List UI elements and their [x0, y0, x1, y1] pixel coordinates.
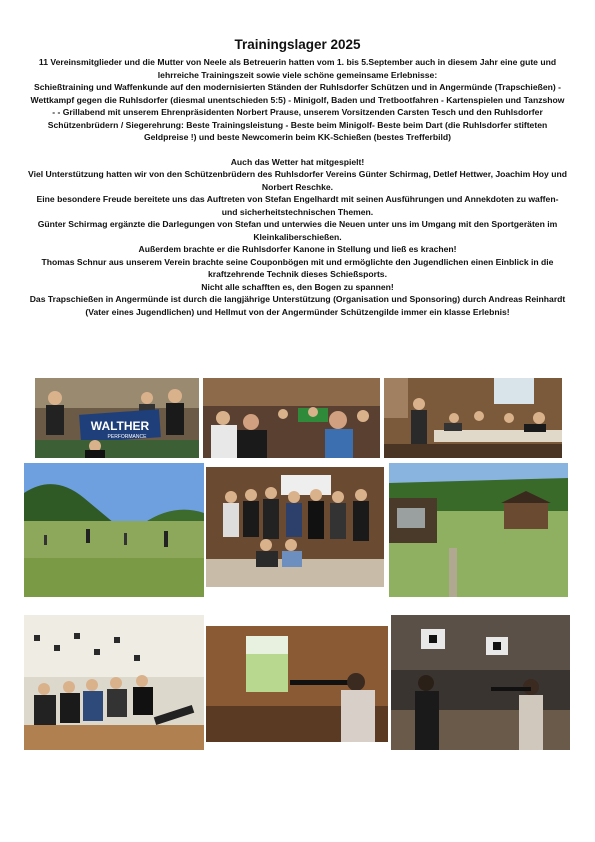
paragraph-gap: [28, 144, 567, 156]
walther-banner-subtext: PERFORMANCE: [107, 434, 147, 440]
photo-group-walther-banner: [35, 378, 199, 458]
photo-outdoor-field: [24, 463, 204, 597]
photo-team-at-range: [206, 467, 384, 587]
schirmag-paragraph: Günter Schirmag ergänzte die Darlegungen von Stefan und unterwies die Neuen unter uns im Umgang mit den Sportgeräten im Kleinkaliberschießen.: [37, 219, 558, 242]
photo-range-huts: [389, 463, 568, 597]
photo-shooter-window: [206, 626, 388, 742]
page-title: Trainingslager 2025: [234, 37, 361, 52]
photo-indoor-bench-group: [24, 615, 204, 750]
activities-paragraph: Schießtraining und Waffenkunde auf den modernisierten Ständen der Ruhlsdorfer Schützen und in Angermünde (Trapschießen) - Wettkampf gegen die Ruhlsdorfer (diesmal unentschieden 5:5) - Minigolf, Baden und Tretbootfahren - Kartenspielen und Tanzshow - - Grillabend mit unserem Ehrenpräsidenten Norbert Prause, unserem Vorsitzenden Carsten Tesch und den Ruhlsdorfer Schützenbrüdern / Siegerehrung: Beste Trainingsleistung - Beste beim Minigolf- Beste beim Dart (die Ruhlsdorfer stifteten Geldpreise !) und beste Newcomerin beim KK-Schießen (bestes Trefferbild): [30, 82, 565, 142]
walther-banner-text: WALTHER: [90, 419, 150, 433]
engelhardt-paragraph: Eine besondere Freude bereitete uns das Auftreten von Stefan Engelhardt mit seinen Ausführungen und Annekdoten zu waffen- und sicherheitstechnischen Themen.: [36, 194, 559, 217]
trap-paragraph: Das Trapschießen in Angermünde ist durch die langjährige Unterstützung (Organisation und Sponsoring) durch Andreas Reinhardt (Vater eines Jugendlichen) und Hellmut von der Angermünder Schützengilde immer ein klasse Erlebnis!: [29, 294, 566, 317]
photo-clubhouse-table: [384, 378, 562, 458]
intro-paragraph: 11 Vereinsmitglieder und die Mutter von Neele als Betreuerin hatten vom 1. bis 5.September auch in diesem Jahr eine gute und lehrreiche Trainingszeit sowie viele schöne gemeinsame Erlebnisse:: [38, 57, 557, 80]
cannon-line: Außerdem brachte er die Ruhlsdorfer Kanone in Stellung und ließ es krachen!: [138, 244, 457, 254]
photo-indoor-targets: [391, 615, 570, 750]
support-paragraph: Viel Unterstützung hatten wir von den Schützenbrüdern des Ruhlsdorfer Vereins Günter Schirmag, Detlef Hettwer, Joachim Hoy und Norbert Reschke.: [28, 169, 567, 192]
weather-line: Auch das Wetter hat mitgespielt!: [230, 156, 365, 167]
report-text: [28, 56, 567, 318]
bow-line: Nicht alle schafften es, den Bogen zu spannen!: [201, 281, 394, 292]
archery-paragraph: Thomas Schnur aus unserem Verein brachte seine Couponbögen mit und ermöglichte den Jugendlichen einen Einblick in die kraftzehrende Technik dieses Schießsports.: [41, 256, 554, 279]
photo-clubhouse-seminar: [203, 378, 380, 458]
